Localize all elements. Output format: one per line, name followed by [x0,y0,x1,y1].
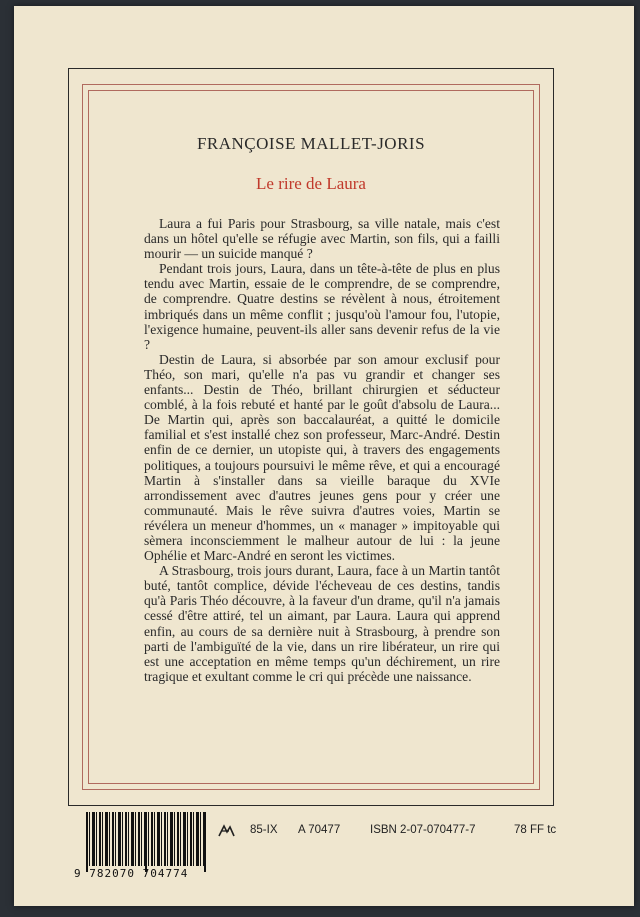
barcode [86,812,206,866]
blurb-paragraph: Laura a fui Paris pour Strasbourg, sa ville natale, mais c'est dans un hôtel qu'elle se réfugie avec Martin, son fils, qui a failli mourir — un suicide manqué ? [144,216,500,262]
book-title: Le rire de Laura [256,174,366,193]
blurb-paragraph: Pendant trois jours, Laura, dans un tête-à-tête de plus en plus tendu avec Martin, essaie de le comprendre, de se comprendre, de comprendre. Quatre destins se révèlent à nous, étroitement imbriqués dans un même conflit ; jusqu'où l'amour fou, l'utopie, l'exigence humaine, peuvent-ils aller sans devenir refus de la vie ? [144,261,500,352]
price: 78 FF tc [514,824,557,836]
isbn: ISBN 2-07-070477-7 [370,824,476,836]
blurb-paragraph: Destin de Laura, si absorbée par son amour exclusif pour Théo, son mari, qu'elle n'a pas vu grandir et changer ses enfants... Destin de Théo, brillant chirurgien et séducteur comblé, à la fois rebuté et hanté par le goût d'absolu de Laura... De Martin qui, après son baccalauréat, a quitté le domicile familial et s'est installé chez son professeur, Marc-André. Destin enfin de ce dernier, un utopiste qui, à travers des engagements politiques, a toujours poursuivi le même rêve, et qui a encouragé Martin à s'installer dans sa vieille baraque du XVIe arrondissement avec d'autres jeunes gens pour y créer une communauté. Mais le rêve suivra d'autres voies, Martin se révélera un meneur d'hommes, un « manager » impitoyable qui sèmera inconsciemment le malheur autour de lui : la jeune Ophélie et Marc-André en seront les victimes. [144,351,500,564]
blurb-text [144,216,500,684]
ean-number: 9 782070 704774 [74,867,189,880]
barcode-guard [86,812,88,872]
blurb-paragraph: A Strasbourg, trois jours durant, Laura, face à un Martin tantôt buté, tantôt complice, dévide l'écheveau de ces destins, tandis qu'à Paris Théo découvre, à la faveur d'un drame, qu'il n'a jamais cessé d'être attiré, tel un aimant, par Laura. Laura qui apprend enfin, au cours de sa dernière nuit à Strasbourg, à prendre son parti de l'ambiguïté de la vie, dans un rire libérateur, un rire qui est une acceptation en même temps qu'un déchirement, un rire tragique et exultant comme le cri qui précède une naissance. [144,563,500,684]
publisher-logo-icon [216,822,236,840]
catalog-code: A 70477 [298,824,341,836]
series-code: 85-IX [250,824,278,836]
publisher-codes [216,824,616,842]
barcode-guard [145,812,147,872]
author-name: FRANÇOISE MALLET-JORIS [196,134,426,153]
barcode-block [62,812,212,882]
barcode-guard [204,812,206,872]
